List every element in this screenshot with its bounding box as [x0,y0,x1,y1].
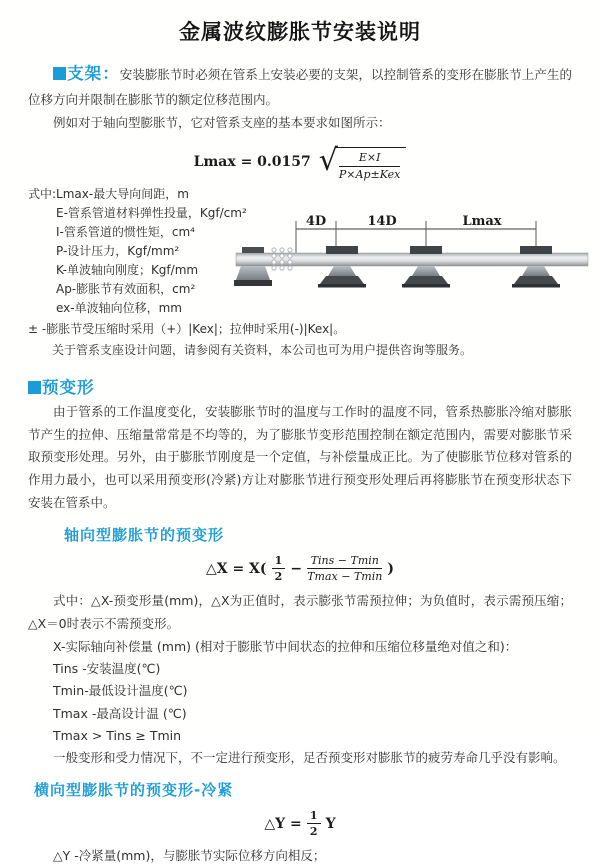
lmax-formula-denominator: P×Ap±Kex [338,167,401,181]
guide-support [318,246,366,288]
predeform-paragraph: 由于管系的工作温度变化，安装膨胀节时的温度与工作时的温度不同，管系热膨胀冷缩对膨胀节产生的拉伸、压缩量常常是不均等的，为了膨胀节变形范围控制在额定范围内，需要对膨胀节采取预变形处理。另外，由于膨胀节刚度是一个定值，与补偿量成正比。为了使膨胀节位移对管系的作用力最小，也可以采用预变形(冷紧)方让对膨胀节进行预变形处理后再将膨胀节在预变形状态下安装在管系中。 [28,403,572,510]
lateral-subheading: 横向型膨胀节的预变形-冷紧 [34,780,234,799]
half-denominator: 2 [309,824,318,838]
definition-line: E-管系管道材料弹性投量，Kgf/cm² [56,205,247,220]
delta-x-formula [28,554,572,583]
predeform-note: 一般变形和受力情况下，不一定进行预变形，足否预变形对膨胀节的疲劳寿命几乎没有影响。 [53,750,566,766]
predeform-section-heading [28,374,572,398]
close-paren: ) [387,560,395,577]
temp-frac-denominator: Tmax − Tmin [307,569,383,583]
delta-y-rhs: Y [325,815,336,832]
guide-support [512,246,560,288]
delta-x-lhs: △X = X( [205,560,267,577]
definition-line: ex-单波轴向位移，mm [56,300,182,315]
axial-subheading: 轴向型膨胀节的预变形 [64,525,225,544]
page-title: 金属波纹膨胀节安装说明 [179,20,421,44]
lmax-formula-lhs: Lmax = 0.0157 [193,153,311,170]
temp-frac-numerator: Tins − Tmin [307,554,382,569]
x-definition-line: X-实际轴向补偿量 (mm) (相对于膨胀节中间状态的拉伸和压缩位移量绝对值之和)： [53,638,518,654]
plus-minus-line: ± -膨胀节受压缩时采用（+）|Kex|；拉伸时采用(-)|Kex|。 [28,321,346,336]
lmax-formula [28,142,572,181]
dim-label-lmax: Lmax [462,213,502,229]
axial-explanation: 式中：△X-预变形量(mm)，△X为正值时，表示膨张节需预拉伸；为负值时，表示需预压缩；△X＝0时表示不需预变形。 [28,593,572,631]
definition-line: I-管系管道的惯性矩，cm⁴ [56,224,195,239]
pipe-support-diagram [236,213,588,301]
predeform-heading-text: 预变形 [42,377,95,397]
half-denominator: 2 [274,569,283,583]
temp-line-tins: Tins -安装温度(℃) [53,661,161,677]
half-numerator: 1 [272,554,286,569]
support-example-line: 例如对于轴向型膨胀节，它对管系支座的基本要求如图所示： [53,114,391,130]
support-intro-text: 安装膨胀节时必须在管系上安装必要的支架，以控制管系的变形在膨胀节上产生的位移方向并限制在膨胀节的额定位移范围内。 [28,67,572,108]
support-closing-line: 关于管系支座设计问题，请参阅有关资料，本公司也可为用户提供咨询等服务。 [52,343,473,358]
temp-inequality-line: Tmax > Tins ≥ Tmin [53,727,182,743]
definition-line: P-设计压力，Kgf/mm² [56,243,180,258]
delta-y-lhs: △Y = [264,815,302,832]
definition-line: Ap-膨胀节有效面积，cm² [56,281,196,296]
definition-line: K-单波轴向刚度；Kgf/mm [56,262,199,277]
lmax-formula-numerator: E×I [339,151,400,166]
temp-line-tmin: Tmin-最低设计温度(℃) [53,683,188,699]
dim-label-14d: 14D [367,213,397,229]
blue-square-bullet-icon [53,67,66,80]
blue-square-bullet-icon [28,381,41,394]
lateral-explanation: △Y -冷紧量(mm)，与膨胀节实际位移方向相反； [53,848,326,864]
temp-line-tmax: Tmax -最高设计温 (℃) [53,705,187,721]
support-intro-paragraph [28,59,572,112]
minus-sign: − [290,560,303,577]
definition-line: 式中:Lmax-最大导向间距，m [28,186,189,201]
guide-support [402,246,450,288]
definitions-block [28,185,572,319]
dim-label-4d: 4D [305,213,327,229]
half-numerator: 1 [307,809,321,824]
support-section-heading: 支架： [67,64,120,83]
delta-y-formula [28,809,572,838]
sqrt-radical-icon: √ [318,142,338,178]
